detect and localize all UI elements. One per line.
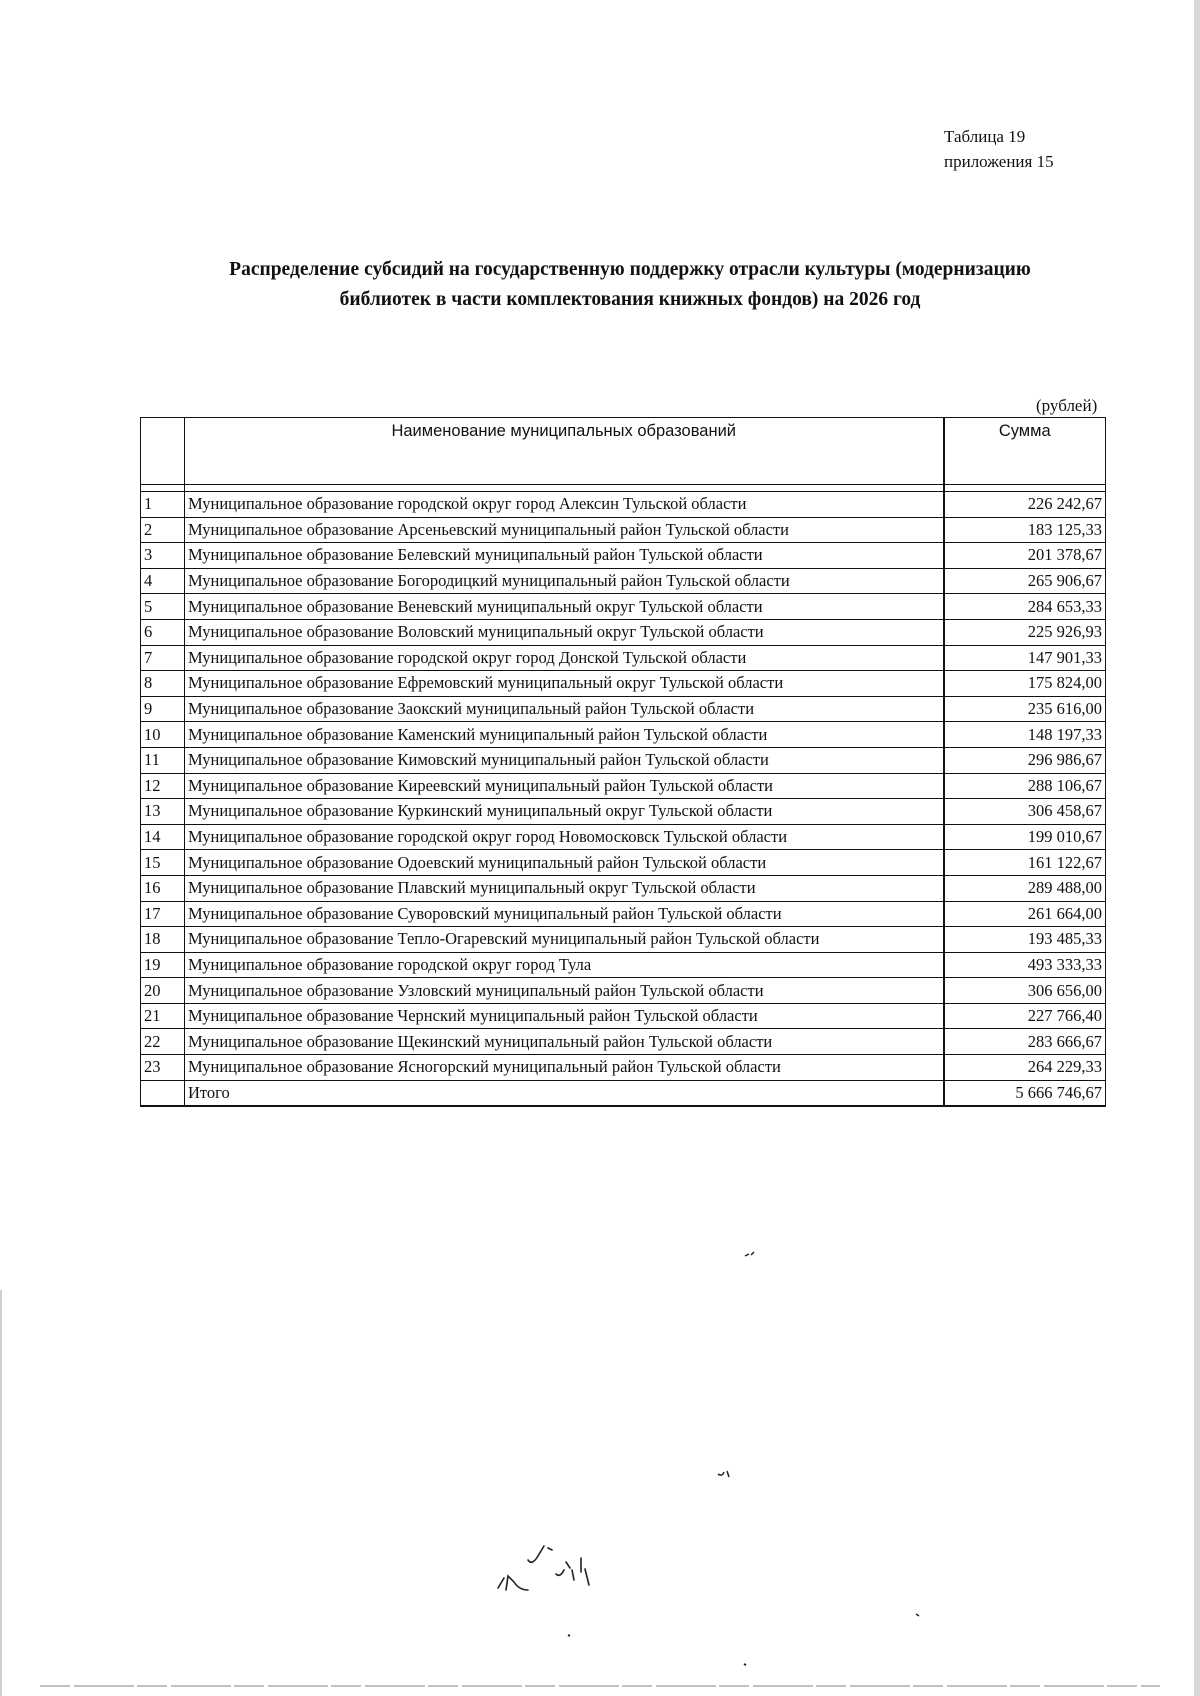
units-label: (рублей)	[1036, 396, 1098, 415]
row-number: 1	[141, 492, 185, 518]
row-number: 10	[141, 722, 185, 748]
row-name: Муниципальное образование Воловский муниципальный округ Тульской области	[185, 619, 944, 645]
row-name: Муниципальное образование Каменский муниципальный район Тульской области	[185, 722, 944, 748]
row-name: Муниципальное образование Ефремовский муниципальный округ Тульской области	[185, 671, 944, 697]
row-name: Муниципальное образование Богородицкий муниципальный район Тульской области	[185, 568, 944, 594]
row-amount: 261 664,00	[944, 901, 1106, 927]
row-number: 21	[141, 1003, 185, 1029]
total-label: Итого	[185, 1080, 944, 1106]
row-amount: 175 824,00	[944, 671, 1106, 697]
handwritten-signature	[498, 1546, 589, 1590]
row-amount: 264 229,33	[944, 1055, 1106, 1081]
row-number: 8	[141, 671, 185, 697]
row-name: Муниципальное образование Куркинский муниципальный округ Тульской области	[185, 799, 944, 825]
row-amount: 306 458,67	[944, 799, 1106, 825]
row-number: 23	[141, 1055, 185, 1081]
row-amount: 227 766,40	[944, 1003, 1106, 1029]
row-amount: 183 125,33	[944, 517, 1106, 543]
header-name: Наименование муниципальных образований	[185, 418, 944, 485]
row-number: 20	[141, 978, 185, 1004]
row-number: 5	[141, 594, 185, 620]
total-amount: 5 666 746,67	[944, 1080, 1106, 1106]
row-name: Муниципальное образование Ясногорский муниципальный район Тульской области	[185, 1055, 944, 1081]
row-name: Муниципальное образование Узловский муниципальный район Тульской области	[185, 978, 944, 1004]
table-number: Таблица 19	[944, 127, 1026, 146]
row-amount: 193 485,33	[944, 927, 1106, 953]
row-amount: 235 616,00	[944, 696, 1106, 722]
row-amount: 289 488,00	[944, 875, 1106, 901]
row-name: Муниципальное образование Суворовский муниципальный район Тульской области	[185, 901, 944, 927]
row-amount: 296 986,67	[944, 747, 1106, 773]
row-number: 14	[141, 824, 185, 850]
row-number: 12	[141, 773, 185, 799]
appendix-number: приложения 15	[944, 152, 1054, 171]
row-amount: 288 106,67	[944, 773, 1106, 799]
stray-mark-5	[744, 1664, 746, 1665]
row-name: Муниципальное образование Киреевский муниципальный район Тульской области	[185, 773, 944, 799]
row-number: 13	[141, 799, 185, 825]
row-number: 6	[141, 619, 185, 645]
stray-mark-4	[916, 1614, 919, 1616]
row-name: Муниципальное образование городской округ город Тула	[185, 952, 944, 978]
row-number: 15	[141, 850, 185, 876]
row-amount: 225 926,93	[944, 619, 1106, 645]
row-amount: 284 653,33	[944, 594, 1106, 620]
row-name: Муниципальное образование городской округ город Алексин Тульской области	[185, 492, 944, 518]
row-name: Муниципальное образование Заокский муниципальный район Тульской области	[185, 696, 944, 722]
title-line-2: библиотек в части комплектования книжных фондов) на 2026 год	[339, 289, 921, 310]
row-number: 16	[141, 875, 185, 901]
row-number: 2	[141, 517, 185, 543]
row-number: 22	[141, 1029, 185, 1055]
row-name: Муниципальное образование городской округ город Донской Тульской области	[185, 645, 944, 671]
row-number: 7	[141, 645, 185, 671]
row-amount: 226 242,67	[944, 492, 1106, 518]
row-name: Муниципальное образование Щекинский муниципальный район Тульской области	[185, 1029, 944, 1055]
row-number: 9	[141, 696, 185, 722]
row-amount: 148 197,33	[944, 722, 1106, 748]
stray-mark-1	[745, 1252, 754, 1256]
row-number: 11	[141, 747, 185, 773]
row-name: Муниципальное образование Чернский муниципальный район Тульской области	[185, 1003, 944, 1029]
row-name: Муниципальное образование Тепло-Огаревский муниципальный район Тульской области	[185, 927, 944, 953]
row-number: 4	[141, 568, 185, 594]
stray-mark-3	[568, 1635, 570, 1636]
row-number: 17	[141, 901, 185, 927]
row-name: Муниципальное образование городской округ город Новомосковск Тульской области	[185, 824, 944, 850]
row-amount: 147 901,33	[944, 645, 1106, 671]
row-name: Муниципальное образование Одоевский муниципальный район Тульской области	[185, 850, 944, 876]
row-name: Муниципальное образование Кимовский муниципальный район Тульской области	[185, 747, 944, 773]
title-line-1: Распределение субсидий на государственную поддержку отрасли культуры (модернизацию	[229, 259, 1031, 280]
row-amount: 201 378,67	[944, 543, 1106, 569]
row-amount: 283 666,67	[944, 1029, 1106, 1055]
row-number: 18	[141, 927, 185, 953]
row-amount: 306 656,00	[944, 978, 1106, 1004]
row-name: Муниципальное образование Веневский муниципальный округ Тульской области	[185, 594, 944, 620]
row-name: Муниципальное образование Белевский муниципальный район Тульской области	[185, 543, 944, 569]
row-name: Муниципальное образование Плавский муниципальный округ Тульской области	[185, 875, 944, 901]
row-amount: 265 906,67	[944, 568, 1106, 594]
row-amount: 161 122,67	[944, 850, 1106, 876]
header-amount: Сумма	[944, 418, 1106, 485]
row-number: 3	[141, 543, 185, 569]
stray-mark-2	[718, 1471, 729, 1477]
row-name: Муниципальное образование Арсеньевский муниципальный район Тульской области	[185, 517, 944, 543]
row-number: 19	[141, 952, 185, 978]
row-amount: 493 333,33	[944, 952, 1106, 978]
row-amount: 199 010,67	[944, 824, 1106, 850]
